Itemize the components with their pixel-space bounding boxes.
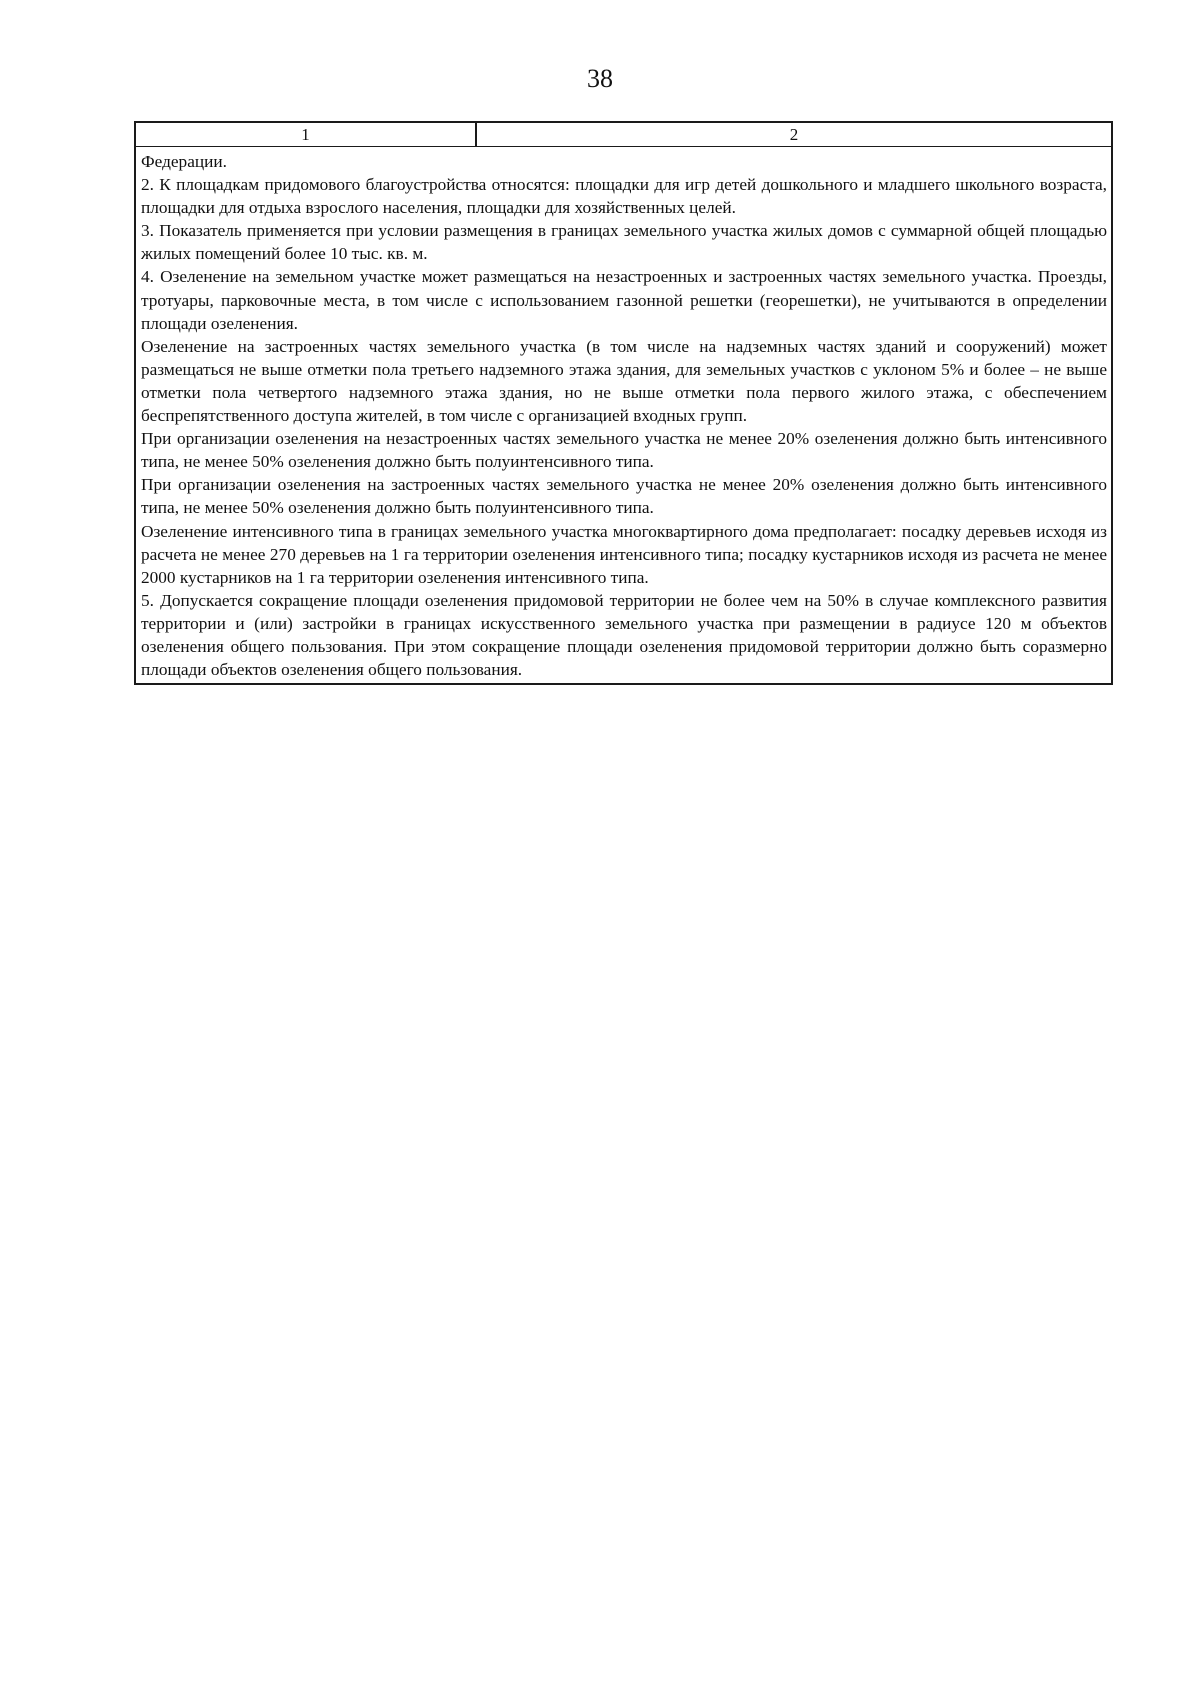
table-header-row — [136, 123, 1111, 147]
paragraph-note-3: 3. Показатель применяется при условии размещения в границах земельного участка жилых домов с суммарной общей площадью жилых помещений более 10 тыс. кв. м. — [141, 221, 1107, 264]
paragraph-note-2: 2. К площадкам придомового благоустройства относятся: площадки для игр детей дошкольного и младшего школьного возраста, площадки для отдыха взрослого населения, площадки для хозяйственных целей. — [141, 175, 1107, 218]
paragraph-built-greening-types: При организации озеленения на застроенных частях земельного участка не менее 20% озеленения должно быть интенсивного типа, не менее 50% озеленения должно быть полуинтенсивного типа. — [141, 475, 1107, 518]
document-table — [134, 121, 1113, 685]
column-1-header: 1 — [136, 123, 477, 146]
page-number: 38 — [587, 64, 613, 93]
column-2-header: 2 — [789, 125, 799, 144]
paragraph-built-up-greening: Озеленение на застроенных частях земельного участка (в том числе на надземных частях зданий и сооружений) может размещаться не выше отметки пола третьего надземного этажа здания, для земельных участков с уклоном 5% и более – не выше отметки пола четвертого надземного этажа здания, но не выше отметки пола первого жилого этажа, с обеспечением беспрепятственного доступа жителей, в том числе с организацией входных групп. — [141, 336, 1107, 426]
paragraph-federation: Федерации. — [141, 152, 227, 171]
paragraph-unbuilt-greening: При организации озеленения на незастроенных частях земельного участка не менее 20% озеленения должно быть интенсивного типа, не менее 50% озеленения должно быть полуинтенсивного типа. — [141, 429, 1107, 472]
table-body-cell — [136, 147, 1111, 683]
paragraph-note-4: 4. Озеленение на земельном участке может размещаться на незастроенных и застроенных частях земельного участка. Проезды, тротуары, парковочные места, в том числе с использованием газонной решетки (георешетки), не учитываются в определении площади озеленения. — [141, 267, 1107, 333]
paragraph-intensive-greening: Озеленение интенсивного типа в границах земельного участка многоквартирного дома предполагает: посадку деревьев исходя из расчета не менее 270 деревьев на 1 га территории озеленения интенсивного типа; посадку кустарников исходя из расчета не менее 2000 кустарников на 1 га территории озеленения интенсивного типа. — [141, 521, 1107, 587]
paragraph-note-5: 5. Допускается сокращение площади озеленения придомовой территории не более чем на 50% в случае комплексного развития территории и (или) застройки в границах искусственного земельного участка при размещении в радиусе 120 м объектов озеленения общего пользования. При этом сокращение площади озеленения придомовой территории должно быть соразмерно площади объектов озеленения общего пользования. — [141, 590, 1107, 680]
